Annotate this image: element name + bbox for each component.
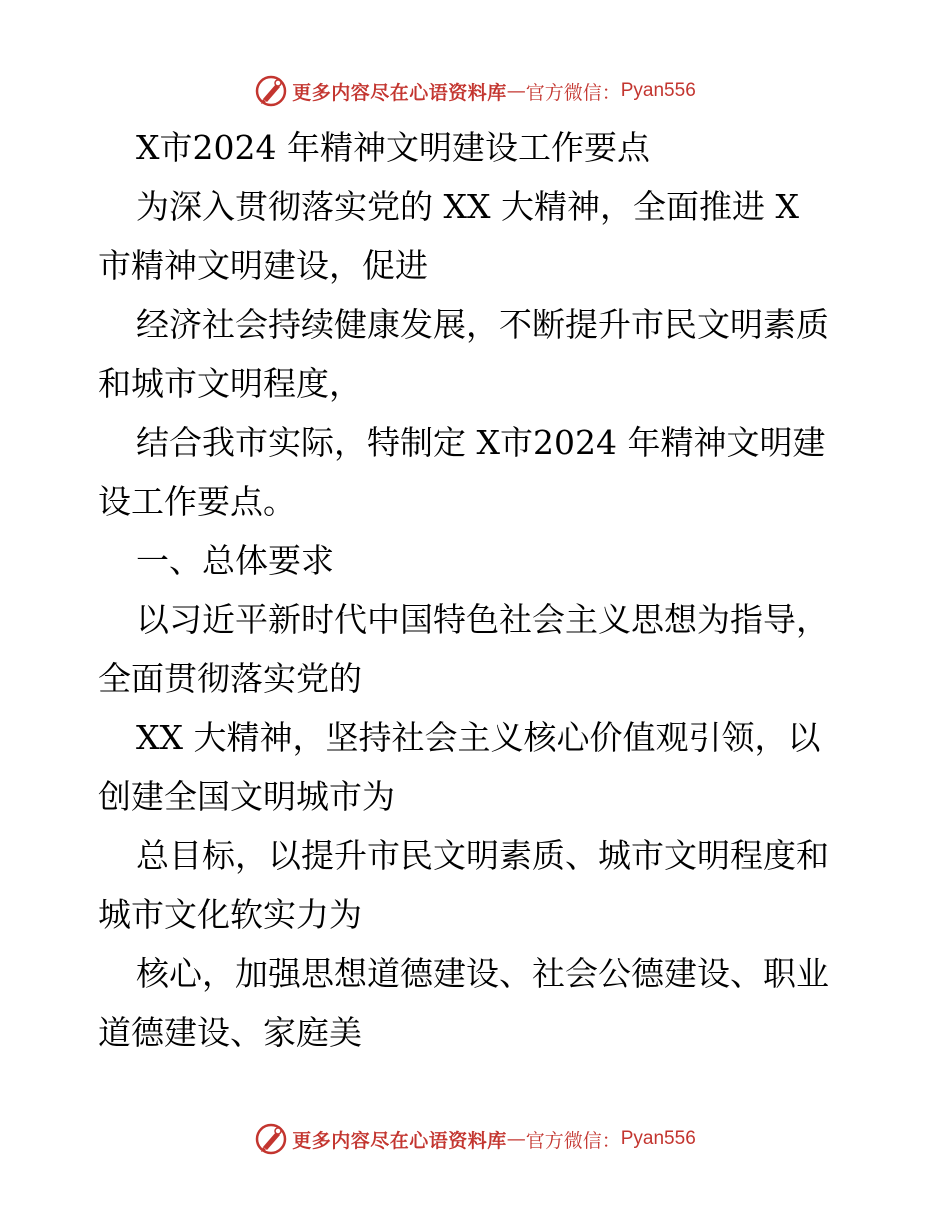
wechat-label: 官方微信： bbox=[525, 81, 621, 104]
paragraph-line: 为深入贯彻落实党的 XX 大精神，全面推进 X bbox=[136, 187, 799, 226]
document-body bbox=[98, 118, 858, 1062]
watermark-text: 更多内容尽在心语资料库 bbox=[292, 81, 507, 104]
section-heading: 一、总体要求 bbox=[136, 541, 334, 580]
watermark-text: 更多内容尽在心语资料库 bbox=[292, 1129, 507, 1152]
wechat-id: Pyan556 bbox=[620, 80, 696, 101]
pen-logo-icon bbox=[254, 74, 288, 108]
paragraph-line: 和城市文明程度， bbox=[98, 364, 362, 403]
pen-logo-icon bbox=[254, 1122, 288, 1156]
paragraph-line: 总目标，以提升市民文明素质、城市文明程度和 bbox=[136, 836, 829, 875]
paragraph-line: 道德建设、家庭美 bbox=[98, 1013, 362, 1052]
paragraph-line: 市精神文明建设，促进 bbox=[98, 246, 428, 285]
footer-watermark bbox=[0, 1122, 950, 1156]
paragraph-line: 设工作要点。 bbox=[98, 482, 296, 521]
wechat-label: 官方微信： bbox=[525, 1129, 621, 1152]
paragraph-line: 城市文化软实力为 bbox=[98, 895, 362, 934]
paragraph-line: 以习近平新时代中国特色社会主义思想为指导， bbox=[136, 600, 829, 639]
paragraph-line: 核心，加强思想道德建设、社会公德建设、职业 bbox=[136, 954, 829, 993]
paragraph-line: 创建全国文明城市为 bbox=[98, 777, 395, 816]
watermark-separator: — bbox=[506, 1128, 526, 1150]
document-title: X市2024 年精神文明建设工作要点 bbox=[136, 128, 650, 167]
watermark-separator: — bbox=[506, 80, 526, 102]
paragraph-line: 全面贯彻落实党的 bbox=[98, 659, 362, 698]
paragraph-line: 结合我市实际，特制定 X市2024 年精神文明建 bbox=[136, 423, 826, 462]
paragraph-line: XX 大精神，坚持社会主义核心价值观引领，以 bbox=[136, 718, 821, 757]
header-watermark bbox=[0, 74, 950, 108]
wechat-id: Pyan556 bbox=[620, 1128, 696, 1149]
paragraph-line: 经济社会持续健康发展，不断提升市民文明素质 bbox=[136, 305, 829, 344]
